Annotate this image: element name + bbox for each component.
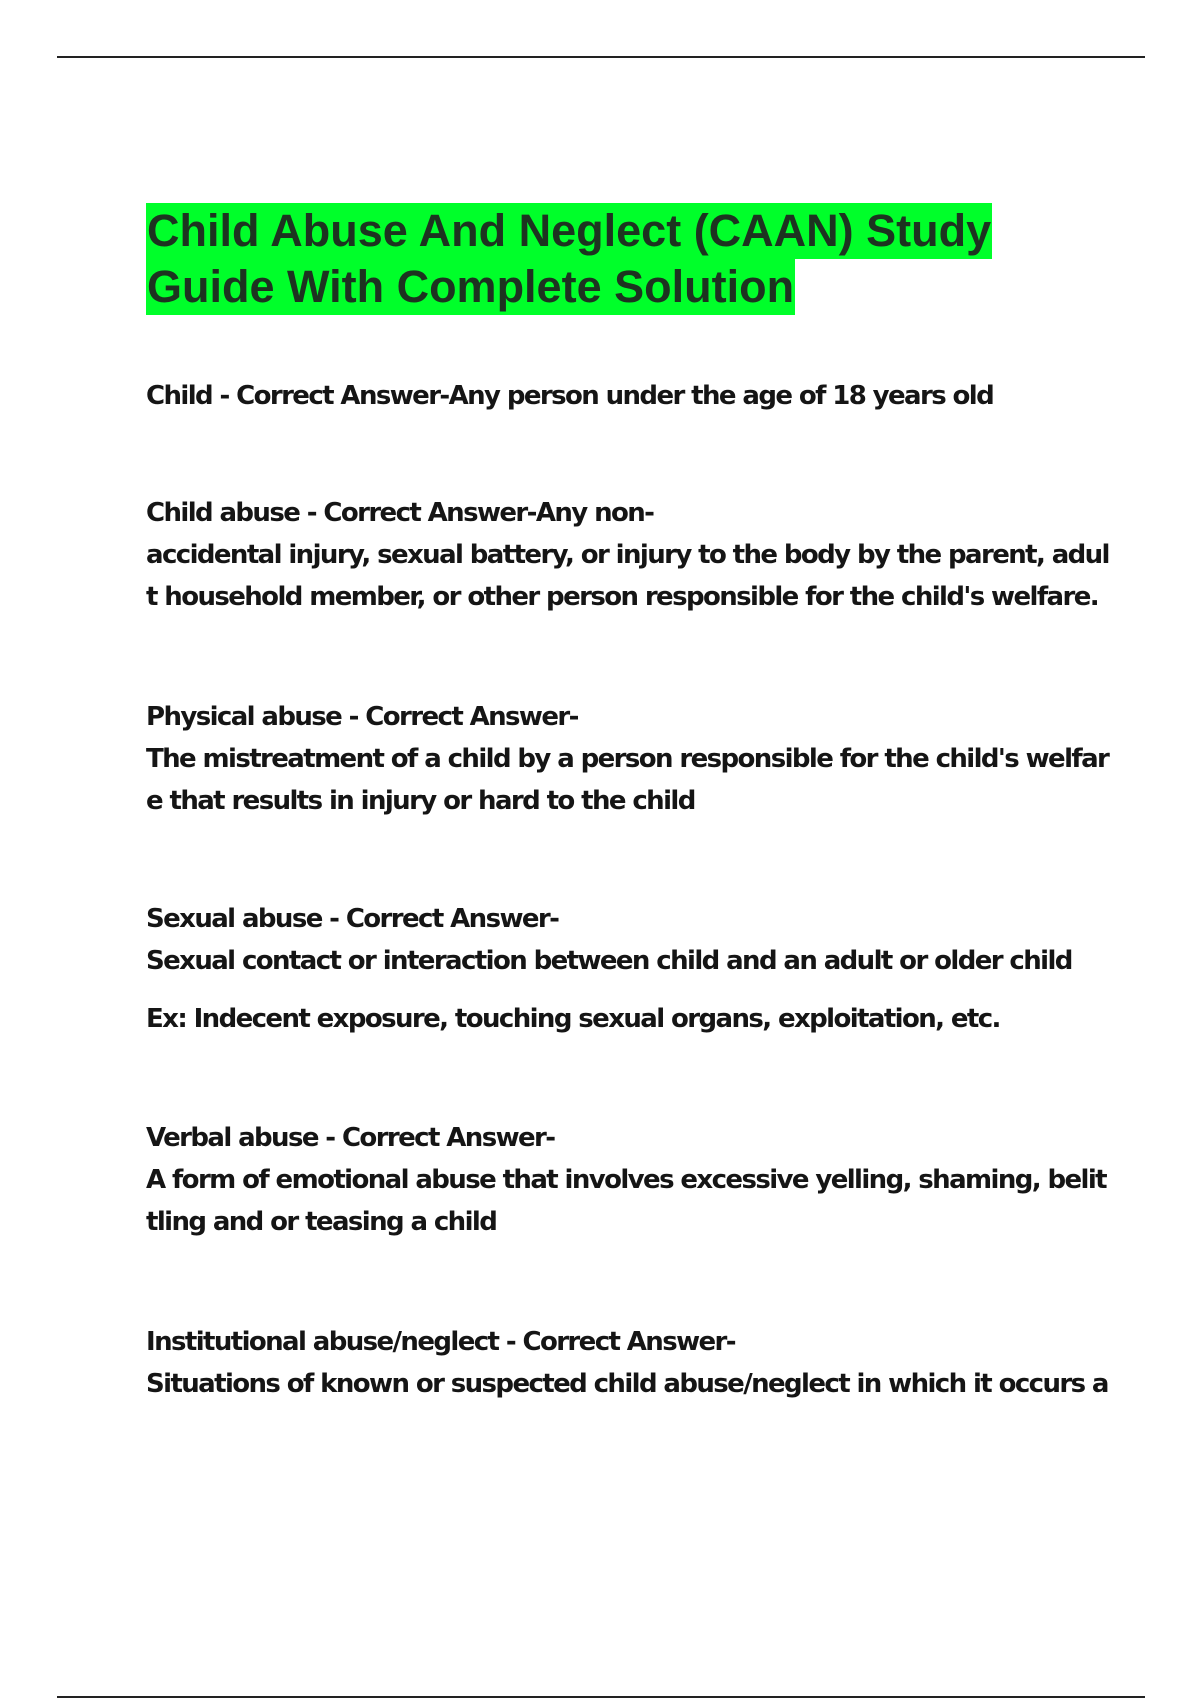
entry-line: Sexual abuse - Correct Answer- bbox=[146, 904, 559, 934]
entry-line: Child - Correct Answer-Any person under the age of 18 years old bbox=[146, 381, 994, 411]
qa-entry-verbal-abuse bbox=[146, 1117, 1106, 1243]
title-line: Child Abuse And Neglect (CAAN) Study bbox=[146, 203, 992, 259]
entry-line: tling and or teasing a child bbox=[146, 1207, 497, 1237]
bottom-divider bbox=[57, 1696, 1145, 1698]
qa-entry-institutional-abuse bbox=[146, 1321, 1108, 1405]
qa-entry-child bbox=[146, 375, 993, 417]
entry-line: Child abuse - Correct Answer-Any non- bbox=[146, 498, 654, 528]
entry-line: Verbal abuse - Correct Answer- bbox=[146, 1123, 555, 1153]
title-line: Guide With Complete Solution bbox=[146, 259, 795, 315]
entry-line: The mistreatment of a child by a person responsible for the child's welfar bbox=[146, 744, 1109, 774]
entry-example: Ex: Indecent exposure, touching sexual organs, exploitation, etc. bbox=[146, 1004, 1000, 1034]
entry-line: e that results in injury or hard to the child bbox=[146, 786, 695, 816]
entry-line: Situations of known or suspected child abuse/neglect in which it occurs a bbox=[146, 1369, 1108, 1399]
qa-entry-sexual-abuse bbox=[146, 898, 1072, 1040]
entry-line: Sexual contact or interaction between child and an adult or older child bbox=[146, 946, 1072, 976]
entry-line: accidental injury, sexual battery, or injury to the body by the parent, adul bbox=[146, 540, 1109, 570]
entry-line: Physical abuse - Correct Answer- bbox=[146, 702, 578, 732]
entry-line: Institutional abuse/neglect - Correct Answer- bbox=[146, 1327, 735, 1357]
top-divider bbox=[57, 56, 1145, 58]
qa-entry-child-abuse bbox=[146, 492, 1109, 618]
entry-line: t household member, or other person responsible for the child's welfare. bbox=[146, 582, 1099, 612]
entry-line: A form of emotional abuse that involves excessive yelling, shaming, belit bbox=[146, 1165, 1106, 1195]
qa-entry-physical-abuse bbox=[146, 696, 1108, 822]
document-title bbox=[146, 203, 1106, 315]
